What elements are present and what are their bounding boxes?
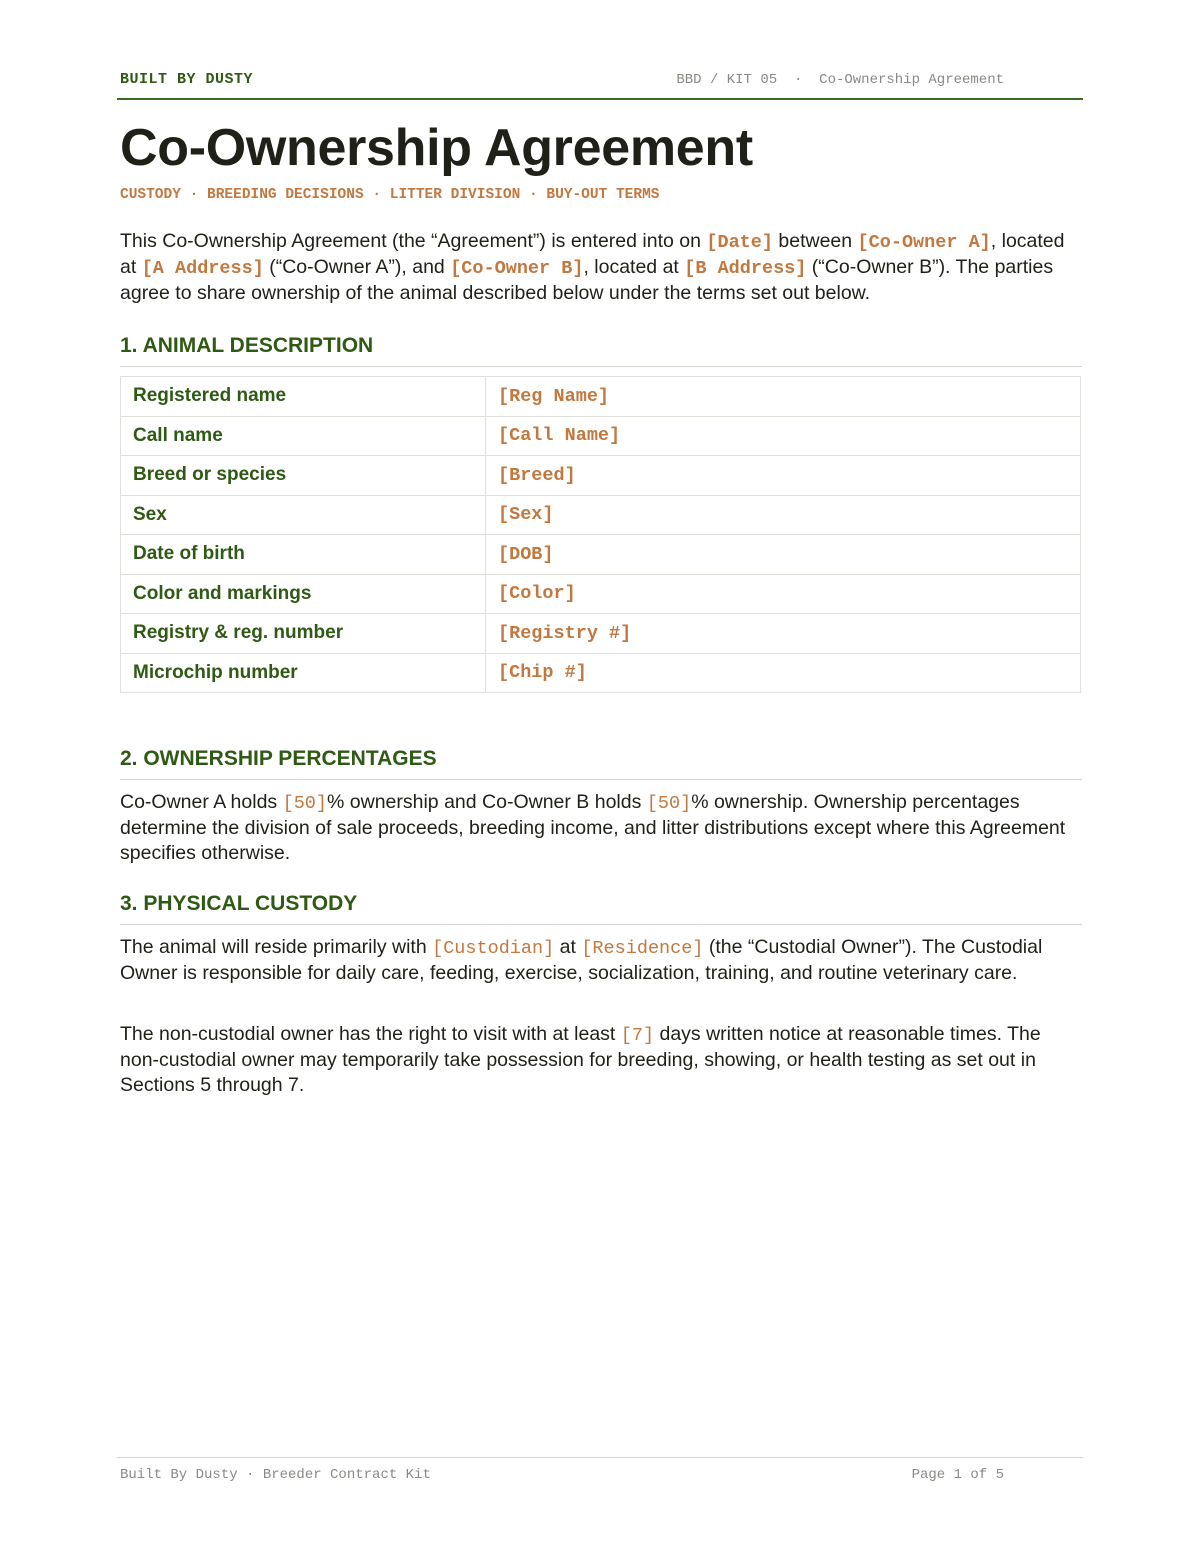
intro-paragraph [120,229,1082,306]
percent-b-placeholder: [50] [646,793,692,814]
custody-paragraph [120,935,1082,986]
page-title: Co-Ownership Agreement [120,119,753,177]
row-label: Registered name [121,377,486,417]
row-value-placeholder: [Color] [486,574,1081,614]
visitation-text: The non-custodial owner has the right to visit with at least [120,1023,621,1045]
b-address-placeholder: [B Address] [684,258,807,279]
ownership-paragraph [120,790,1082,866]
intro-text: (“Co-Owner B”). The parties agree to share ownership of the animal described below under the terms set out below. [120,256,1054,304]
row-label: Microchip number [121,653,486,693]
co-owner-b-placeholder: [Co-Owner B] [450,258,584,279]
row-label: Sex [121,495,486,535]
custodian-placeholder: [Custodian] [432,938,555,959]
row-value-placeholder: [Breed] [486,456,1081,496]
row-label: Color and markings [121,574,486,614]
brand-name: BUILT BY DUSTY [120,71,254,88]
table-row [121,456,1081,496]
table-row [121,653,1081,693]
table-row [121,377,1081,417]
animal-description-table [120,376,1081,693]
visitation-paragraph [120,1022,1082,1098]
section-heading-physical-custody: 3. PHYSICAL CUSTODY [120,892,1082,925]
row-label: Date of birth [121,535,486,575]
row-value-placeholder: [Call Name] [486,416,1081,456]
section-heading-ownership-percentages: 2. OWNERSHIP PERCENTAGES [120,747,1082,780]
row-label: Breed or species [121,456,486,496]
custody-text: (the “Custodial Owner”). The Custodial Owner is responsible for daily care, feeding, exercise, socialization, training, and routine veterinary care. [120,936,1043,984]
ownership-text: Co-Owner A holds [120,791,283,813]
page-subtitle: CUSTODY · BREEDING DECISIONS · LITTER DIVISION · BUY-OUT TERMS [120,187,660,203]
intro-text: (“Co-Owner A”), and [263,256,451,278]
custody-text: at [554,936,582,958]
row-value-placeholder: [Registry #] [486,614,1081,654]
residence-placeholder: [Residence] [581,938,704,959]
date-placeholder: [Date] [706,232,773,253]
custody-text: The animal will reside primarily with [120,936,433,958]
ownership-text: % ownership and Co-Owner B holds [327,791,647,813]
page-number: Page 1 of 5 [911,1467,1004,1483]
co-owner-a-placeholder: [Co-Owner A] [857,232,991,253]
row-value-placeholder: [DOB] [486,535,1081,575]
row-label: Call name [121,416,486,456]
table-row [121,495,1081,535]
intro-text: This Co-Ownership Agreement (the “Agreement”) is entered into on [120,230,707,252]
ownership-text: % ownership. Ownership percentages determine the division of sale proceeds, breeding income, and litter distributions except where this Agreement specifies otherwise. [120,791,1066,864]
section-heading-animal-description: 1. ANIMAL DESCRIPTION [120,334,1082,367]
intro-text: , located at [120,230,1065,278]
table-row [121,614,1081,654]
a-address-placeholder: [A Address] [141,258,264,279]
intro-text: , located at [583,256,685,278]
notice-days-placeholder: [7] [620,1025,655,1046]
percent-a-placeholder: [50] [282,793,328,814]
row-value-placeholder: [Sex] [486,495,1081,535]
row-value-placeholder: [Chip #] [486,653,1081,693]
row-label: Registry & reg. number [121,614,486,654]
visitation-text: days written notice at reasonable times. The non-custodial owner may temporarily take possession for breeding, showing, or health testing as set out in Sections 5 through 7. [120,1023,1041,1096]
document-reference: BBD / KIT 05 · Co-Ownership Agreement [676,72,1004,88]
page-header [117,68,1083,100]
table-row [121,416,1081,456]
row-value-placeholder: [Reg Name] [486,377,1081,417]
table-row [121,574,1081,614]
page-footer [117,1457,1083,1483]
intro-text: between [772,230,858,252]
footer-kit-name: Built By Dusty · Breeder Contract Kit [120,1467,431,1483]
table-row [121,535,1081,575]
